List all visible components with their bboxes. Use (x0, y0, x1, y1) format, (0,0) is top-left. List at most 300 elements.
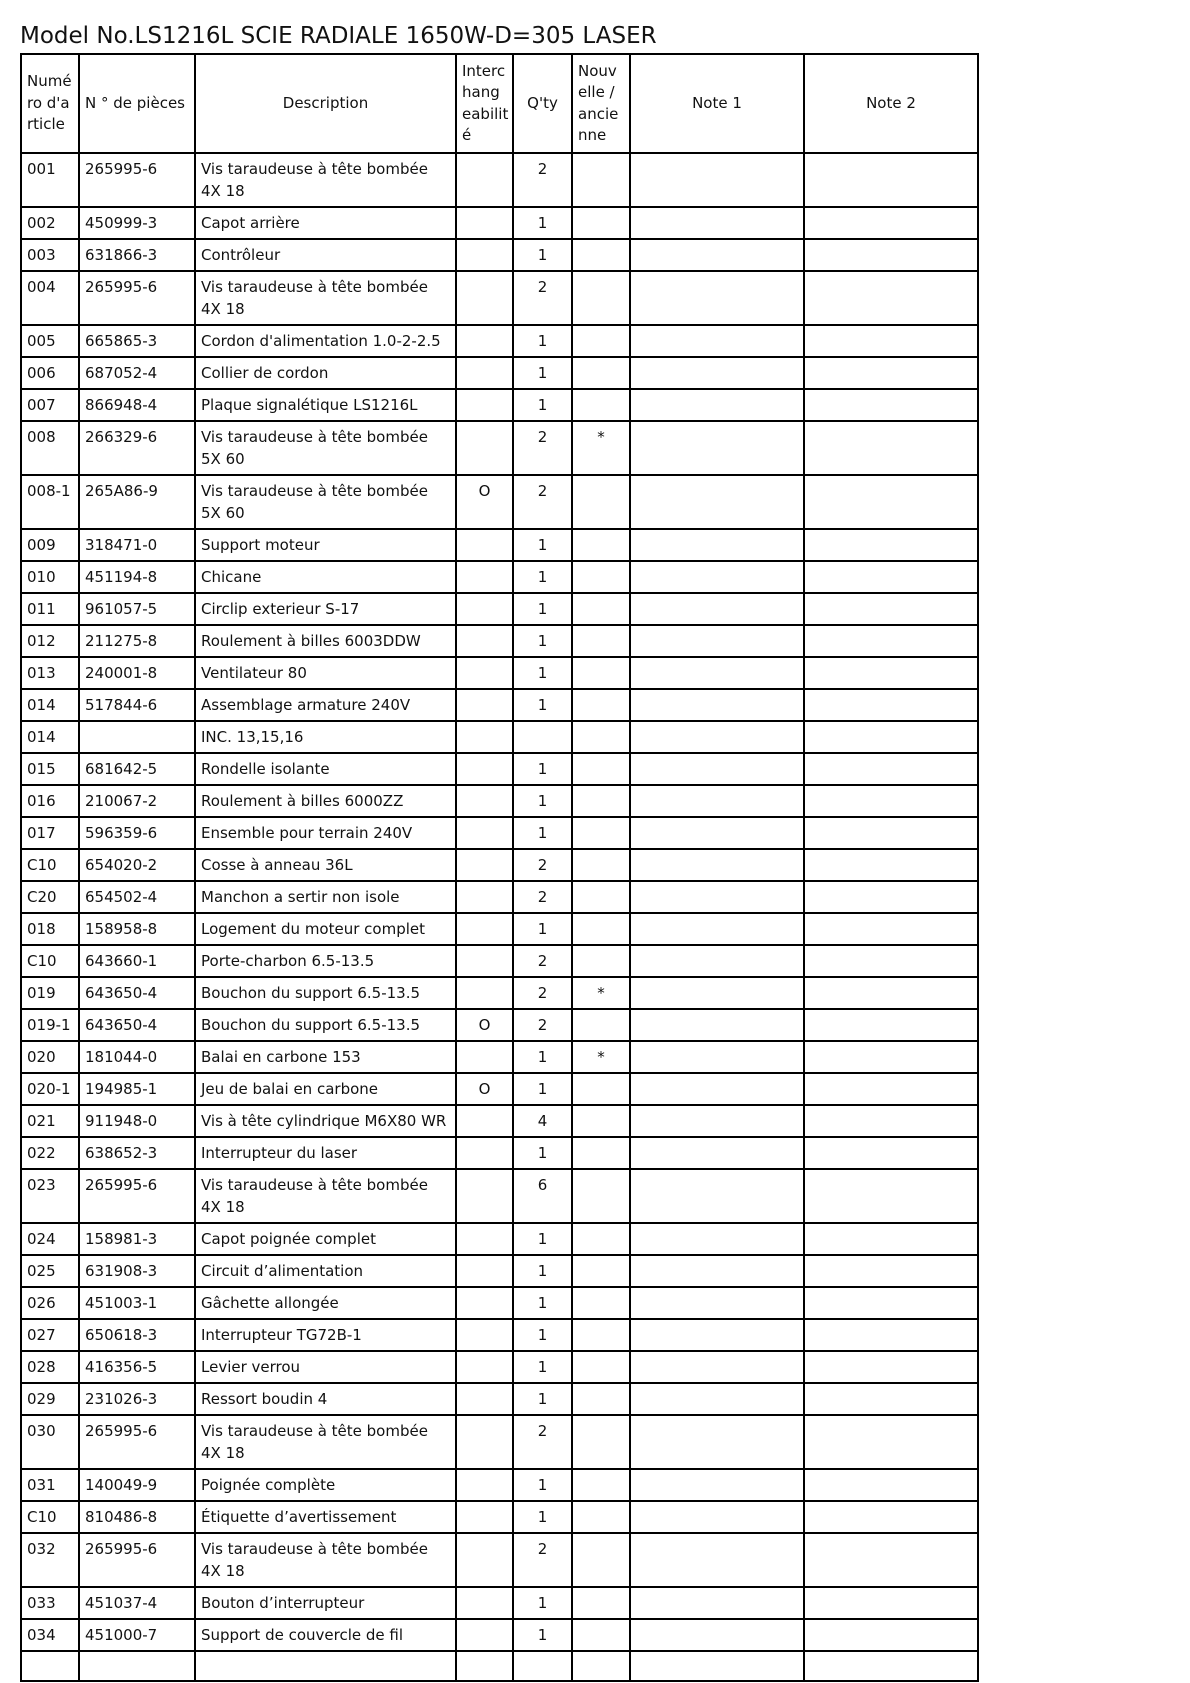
table-row (21, 1009, 978, 1041)
cell-quantity: 1 (513, 1223, 572, 1255)
cell-new-old (572, 1073, 630, 1105)
cell-note-1 (630, 239, 804, 271)
cell-quantity: 1 (513, 753, 572, 785)
cell-note-1 (630, 357, 804, 389)
cell-note-1 (630, 753, 804, 785)
cell-note-2 (804, 529, 978, 561)
cell-note-2 (804, 913, 978, 945)
cell-note-1 (630, 1619, 804, 1651)
cell-note-2 (804, 421, 978, 475)
cell-item-number: 002 (21, 207, 79, 239)
table-row (21, 389, 978, 421)
cell-part-number: 451037-4 (79, 1587, 195, 1619)
cell-description: Étiquette d’avertissement (195, 1501, 456, 1533)
cell-note-2 (804, 1319, 978, 1351)
cell-description: Capot poignée complet (195, 1223, 456, 1255)
cell-new-old (572, 357, 630, 389)
cell-interchangeability (456, 1319, 513, 1351)
cell-note-2 (804, 389, 978, 421)
cell-interchangeability (456, 1169, 513, 1223)
cell-item-number: 008 (21, 421, 79, 475)
cell-new-old (572, 325, 630, 357)
cell-part-number: 961057-5 (79, 593, 195, 625)
cell-interchangeability (456, 239, 513, 271)
cell-empty (572, 1651, 630, 1681)
cell-part-number: 631866-3 (79, 239, 195, 271)
cell-quantity: 1 (513, 1041, 572, 1073)
cell-note-1 (630, 1169, 804, 1223)
cell-quantity: 2 (513, 153, 572, 207)
cell-note-2 (804, 1169, 978, 1223)
cell-quantity: 1 (513, 207, 572, 239)
cell-item-number: 022 (21, 1137, 79, 1169)
cell-note-2 (804, 1287, 978, 1319)
cell-interchangeability (456, 1619, 513, 1651)
header-new-old: Nouv elle / ancie nne (572, 54, 630, 153)
cell-description: INC. 13,15,16 (195, 721, 456, 753)
cell-item-number: 003 (21, 239, 79, 271)
cell-description: Bouchon du support 6.5-13.5 (195, 977, 456, 1009)
cell-item-number: 014 (21, 689, 79, 721)
cell-new-old (572, 689, 630, 721)
cell-note-1 (630, 1137, 804, 1169)
cell-interchangeability (456, 1469, 513, 1501)
cell-description: Poignée complète (195, 1469, 456, 1501)
cell-interchangeability (456, 1105, 513, 1137)
cell-description: Vis taraudeuse à tête bombée 5X 60 (195, 421, 456, 475)
cell-part-number: 158958-8 (79, 913, 195, 945)
table-row (21, 529, 978, 561)
table-row (21, 357, 978, 389)
cell-part-number: 265995-6 (79, 1533, 195, 1587)
cell-part-number: 517844-6 (79, 689, 195, 721)
table-row (21, 1619, 978, 1651)
cell-part-number: 866948-4 (79, 389, 195, 421)
cell-note-2 (804, 271, 978, 325)
cell-description: Interrupteur TG72B-1 (195, 1319, 456, 1351)
table-row (21, 1223, 978, 1255)
cell-note-1 (630, 1319, 804, 1351)
cell-description: Vis taraudeuse à tête bombée 5X 60 (195, 475, 456, 529)
cell-new-old (572, 625, 630, 657)
cell-new-old (572, 593, 630, 625)
cell-note-2 (804, 945, 978, 977)
table-row (21, 1041, 978, 1073)
cell-quantity: 1 (513, 561, 572, 593)
cell-item-number: 006 (21, 357, 79, 389)
cell-note-2 (804, 1351, 978, 1383)
cell-part-number: 265995-6 (79, 153, 195, 207)
cell-item-number: 033 (21, 1587, 79, 1619)
table-row (21, 657, 978, 689)
table-row (21, 881, 978, 913)
cell-part-number: 181044-0 (79, 1041, 195, 1073)
table-row-empty (21, 1651, 978, 1681)
cell-part-number: 451003-1 (79, 1287, 195, 1319)
cell-item-number: 008-1 (21, 475, 79, 529)
table-row (21, 945, 978, 977)
cell-description: Vis taraudeuse à tête bombée 4X 18 (195, 1533, 456, 1587)
cell-description: Porte-charbon 6.5-13.5 (195, 945, 456, 977)
cell-interchangeability (456, 1533, 513, 1587)
cell-quantity: 1 (513, 1383, 572, 1415)
cell-part-number: 318471-0 (79, 529, 195, 561)
cell-interchangeability (456, 753, 513, 785)
cell-part-number: 450999-3 (79, 207, 195, 239)
cell-interchangeability (456, 325, 513, 357)
cell-description: Bouton d’interrupteur (195, 1587, 456, 1619)
cell-item-number: C10 (21, 1501, 79, 1533)
cell-item-number: 019 (21, 977, 79, 1009)
cell-note-1 (630, 721, 804, 753)
cell-interchangeability (456, 593, 513, 625)
cell-empty (79, 1651, 195, 1681)
cell-interchangeability (456, 529, 513, 561)
cell-note-1 (630, 817, 804, 849)
cell-quantity: 1 (513, 1469, 572, 1501)
cell-item-number: 029 (21, 1383, 79, 1415)
cell-description: Logement du moteur complet (195, 913, 456, 945)
cell-note-1 (630, 1501, 804, 1533)
cell-description: Vis taraudeuse à tête bombée 4X 18 (195, 1169, 456, 1223)
cell-description: Bouchon du support 6.5-13.5 (195, 1009, 456, 1041)
table-row (21, 325, 978, 357)
cell-note-2 (804, 1105, 978, 1137)
cell-description: Vis taraudeuse à tête bombée 4X 18 (195, 1415, 456, 1469)
cell-new-old: * (572, 1041, 630, 1073)
table-row (21, 1351, 978, 1383)
cell-note-1 (630, 785, 804, 817)
cell-quantity: 1 (513, 1073, 572, 1105)
cell-new-old (572, 207, 630, 239)
table-row (21, 977, 978, 1009)
cell-item-number: 013 (21, 657, 79, 689)
cell-item-number: 028 (21, 1351, 79, 1383)
cell-part-number: 240001-8 (79, 657, 195, 689)
cell-description: Vis à tête cylindrique M6X80 WR (195, 1105, 456, 1137)
cell-description: Support de couvercle de fil (195, 1619, 456, 1651)
cell-item-number: 020-1 (21, 1073, 79, 1105)
cell-note-2 (804, 657, 978, 689)
cell-note-1 (630, 1073, 804, 1105)
cell-note-1 (630, 1415, 804, 1469)
table-row (21, 785, 978, 817)
cell-note-2 (804, 881, 978, 913)
cell-interchangeability (456, 849, 513, 881)
cell-item-number: 009 (21, 529, 79, 561)
cell-interchangeability (456, 881, 513, 913)
table-row (21, 475, 978, 529)
cell-new-old (572, 1105, 630, 1137)
cell-quantity: 1 (513, 239, 572, 271)
cell-description: Plaque signalétique LS1216L (195, 389, 456, 421)
cell-note-1 (630, 657, 804, 689)
table-row (21, 1587, 978, 1619)
cell-interchangeability: O (456, 1073, 513, 1105)
header-interchangeability: Interc hang eabilit é (456, 54, 513, 153)
header-note-1: Note 1 (630, 54, 804, 153)
cell-interchangeability (456, 689, 513, 721)
cell-quantity (513, 721, 572, 753)
cell-quantity: 2 (513, 1009, 572, 1041)
cell-note-1 (630, 271, 804, 325)
cell-note-2 (804, 1533, 978, 1587)
table-row (21, 1383, 978, 1415)
cell-note-1 (630, 529, 804, 561)
cell-item-number: 017 (21, 817, 79, 849)
cell-new-old (572, 945, 630, 977)
cell-note-2 (804, 1137, 978, 1169)
cell-note-1 (630, 1533, 804, 1587)
cell-item-number: 030 (21, 1415, 79, 1469)
cell-item-number: 005 (21, 325, 79, 357)
cell-quantity: 1 (513, 1501, 572, 1533)
cell-note-1 (630, 1105, 804, 1137)
cell-description: Manchon a sertir non isole (195, 881, 456, 913)
cell-new-old (572, 1287, 630, 1319)
cell-note-2 (804, 625, 978, 657)
cell-new-old (572, 1415, 630, 1469)
cell-new-old (572, 153, 630, 207)
cell-note-2 (804, 1041, 978, 1073)
cell-interchangeability (456, 817, 513, 849)
cell-interchangeability: O (456, 475, 513, 529)
cell-item-number: 015 (21, 753, 79, 785)
cell-interchangeability (456, 1383, 513, 1415)
cell-note-1 (630, 207, 804, 239)
cell-interchangeability (456, 1501, 513, 1533)
cell-interchangeability (456, 1287, 513, 1319)
cell-note-2 (804, 475, 978, 529)
cell-interchangeability (456, 561, 513, 593)
cell-interchangeability (456, 1587, 513, 1619)
cell-new-old (572, 1469, 630, 1501)
cell-item-number: 010 (21, 561, 79, 593)
cell-item-number: 032 (21, 1533, 79, 1587)
cell-part-number: 638652-3 (79, 1137, 195, 1169)
cell-new-old (572, 529, 630, 561)
cell-new-old (572, 881, 630, 913)
cell-interchangeability (456, 977, 513, 1009)
cell-interchangeability (456, 357, 513, 389)
cell-note-2 (804, 1383, 978, 1415)
cell-empty (456, 1651, 513, 1681)
cell-note-1 (630, 1041, 804, 1073)
cell-quantity: 1 (513, 1255, 572, 1287)
cell-part-number: 451194-8 (79, 561, 195, 593)
cell-note-2 (804, 1469, 978, 1501)
cell-interchangeability (456, 625, 513, 657)
table-row (21, 271, 978, 325)
cell-quantity: 1 (513, 785, 572, 817)
cell-item-number: 004 (21, 271, 79, 325)
table-row (21, 207, 978, 239)
cell-description: Ressort boudin 4 (195, 1383, 456, 1415)
cell-quantity: 1 (513, 357, 572, 389)
cell-note-1 (630, 625, 804, 657)
cell-new-old (572, 753, 630, 785)
cell-part-number: 643650-4 (79, 1009, 195, 1041)
cell-new-old (572, 1619, 630, 1651)
table-row (21, 1105, 978, 1137)
cell-item-number: 012 (21, 625, 79, 657)
cell-note-1 (630, 1255, 804, 1287)
cell-note-1 (630, 849, 804, 881)
cell-item-number: 019-1 (21, 1009, 79, 1041)
cell-note-2 (804, 1501, 978, 1533)
cell-note-2 (804, 785, 978, 817)
cell-item-number: 034 (21, 1619, 79, 1651)
cell-quantity: 1 (513, 389, 572, 421)
cell-part-number: 654502-4 (79, 881, 195, 913)
table-row (21, 153, 978, 207)
cell-empty (513, 1651, 572, 1681)
cell-item-number: C10 (21, 945, 79, 977)
cell-part-number: 665865-3 (79, 325, 195, 357)
cell-quantity: 1 (513, 1287, 572, 1319)
cell-note-2 (804, 561, 978, 593)
cell-note-2 (804, 753, 978, 785)
cell-new-old (572, 1501, 630, 1533)
cell-note-1 (630, 1223, 804, 1255)
cell-part-number: 266329-6 (79, 421, 195, 475)
cell-part-number: 140049-9 (79, 1469, 195, 1501)
cell-quantity: 1 (513, 625, 572, 657)
cell-part-number: 643660-1 (79, 945, 195, 977)
cell-quantity: 1 (513, 529, 572, 561)
cell-empty (195, 1651, 456, 1681)
cell-new-old (572, 817, 630, 849)
cell-note-1 (630, 325, 804, 357)
table-row (21, 1319, 978, 1351)
cell-part-number: 810486-8 (79, 1501, 195, 1533)
cell-interchangeability (456, 389, 513, 421)
cell-new-old (572, 1319, 630, 1351)
cell-description: Contrôleur (195, 239, 456, 271)
cell-note-1 (630, 689, 804, 721)
cell-note-2 (804, 593, 978, 625)
parts-table (20, 53, 979, 1682)
header-quantity: Q'ty (513, 54, 572, 153)
cell-interchangeability (456, 1255, 513, 1287)
cell-quantity: 1 (513, 1587, 572, 1619)
cell-part-number: 194985-1 (79, 1073, 195, 1105)
cell-interchangeability (456, 785, 513, 817)
cell-new-old (572, 239, 630, 271)
header-item-number: Numé ro d'a rticle (21, 54, 79, 153)
table-row (21, 421, 978, 475)
cell-part-number: 911948-0 (79, 1105, 195, 1137)
table-row (21, 239, 978, 271)
cell-part-number: 643650-4 (79, 977, 195, 1009)
table-row (21, 817, 978, 849)
cell-quantity: 1 (513, 689, 572, 721)
table-row (21, 593, 978, 625)
cell-quantity: 1 (513, 1619, 572, 1651)
cell-interchangeability (456, 1041, 513, 1073)
cell-description: Jeu de balai en carbone (195, 1073, 456, 1105)
cell-interchangeability: O (456, 1009, 513, 1041)
cell-empty (804, 1651, 978, 1681)
cell-interchangeability (456, 1415, 513, 1469)
cell-part-number: 210067-2 (79, 785, 195, 817)
cell-note-2 (804, 153, 978, 207)
cell-description: Roulement à billes 6003DDW (195, 625, 456, 657)
cell-empty (21, 1651, 79, 1681)
cell-part-number: 265995-6 (79, 271, 195, 325)
cell-note-2 (804, 207, 978, 239)
cell-quantity: 1 (513, 593, 572, 625)
cell-quantity: 1 (513, 657, 572, 689)
cell-item-number: 018 (21, 913, 79, 945)
table-row (21, 753, 978, 785)
cell-quantity: 2 (513, 271, 572, 325)
cell-description: Gâchette allongée (195, 1287, 456, 1319)
cell-item-number: 023 (21, 1169, 79, 1223)
cell-new-old (572, 1137, 630, 1169)
table-row (21, 1415, 978, 1469)
cell-part-number: 416356-5 (79, 1351, 195, 1383)
cell-item-number: 001 (21, 153, 79, 207)
cell-note-2 (804, 1223, 978, 1255)
cell-note-1 (630, 913, 804, 945)
cell-description: Collier de cordon (195, 357, 456, 389)
cell-note-2 (804, 1619, 978, 1651)
cell-item-number: 031 (21, 1469, 79, 1501)
table-row (21, 1169, 978, 1223)
cell-description: Capot arrière (195, 207, 456, 239)
cell-new-old: * (572, 977, 630, 1009)
cell-item-number: 025 (21, 1255, 79, 1287)
header-note-2: Note 2 (804, 54, 978, 153)
cell-new-old (572, 1587, 630, 1619)
cell-quantity: 2 (513, 1533, 572, 1587)
cell-part-number: 650618-3 (79, 1319, 195, 1351)
cell-item-number: 014 (21, 721, 79, 753)
cell-note-2 (804, 1587, 978, 1619)
table-row (21, 1469, 978, 1501)
cell-interchangeability (456, 153, 513, 207)
cell-interchangeability (456, 657, 513, 689)
table-row (21, 721, 978, 753)
cell-note-1 (630, 475, 804, 529)
cell-note-2 (804, 1255, 978, 1287)
cell-item-number: 026 (21, 1287, 79, 1319)
cell-note-1 (630, 1287, 804, 1319)
cell-description: Levier verrou (195, 1351, 456, 1383)
cell-quantity: 1 (513, 325, 572, 357)
cell-interchangeability (456, 1351, 513, 1383)
cell-description: Assemblage armature 240V (195, 689, 456, 721)
cell-interchangeability (456, 945, 513, 977)
cell-new-old (572, 1255, 630, 1287)
cell-new-old (572, 1223, 630, 1255)
cell-quantity: 4 (513, 1105, 572, 1137)
cell-quantity: 2 (513, 421, 572, 475)
cell-note-2 (804, 721, 978, 753)
cell-description: Cordon d'alimentation 1.0-2-2.5 (195, 325, 456, 357)
cell-quantity: 1 (513, 1351, 572, 1383)
cell-quantity: 2 (513, 475, 572, 529)
cell-description: Vis taraudeuse à tête bombée 4X 18 (195, 271, 456, 325)
cell-interchangeability (456, 1137, 513, 1169)
table-row (21, 625, 978, 657)
cell-empty (630, 1651, 804, 1681)
table-row (21, 1137, 978, 1169)
cell-quantity: 2 (513, 1415, 572, 1469)
cell-part-number: 231026-3 (79, 1383, 195, 1415)
cell-note-2 (804, 817, 978, 849)
